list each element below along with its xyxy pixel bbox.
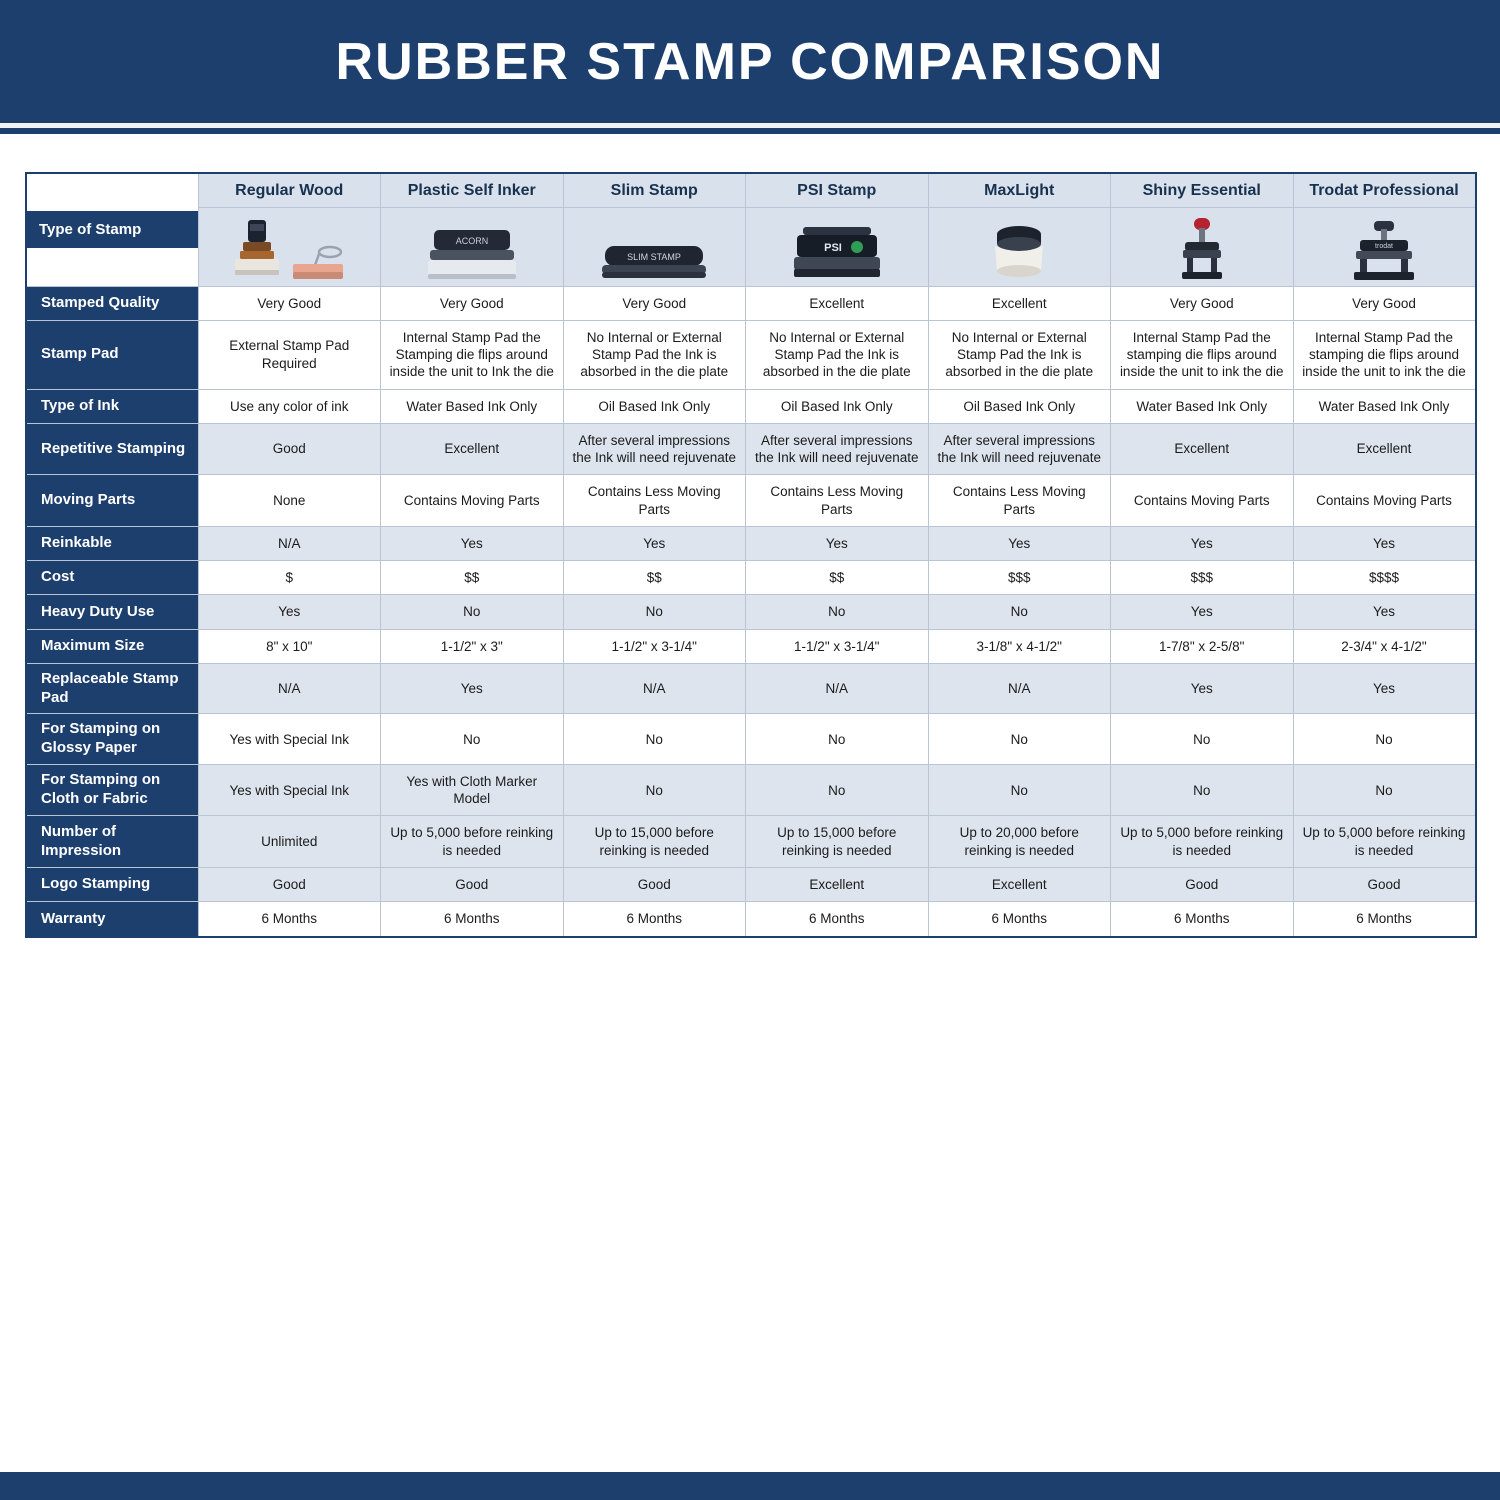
svg-text:SLIM STAMP: SLIM STAMP (627, 251, 682, 262)
row-label-maximum-size: Maximum Size (26, 629, 198, 663)
svg-text:ACORN: ACORN (455, 235, 489, 246)
row-label-reinkable: Reinkable (26, 526, 198, 560)
cell: $$$ (928, 561, 1111, 595)
cell: Yes (381, 526, 564, 560)
cell: No (928, 714, 1111, 765)
cell: 1-1/2" x 3" (381, 629, 564, 663)
cell: Yes (1111, 595, 1294, 629)
cell: Yes (1293, 663, 1476, 714)
cell: $$$ (1111, 561, 1294, 595)
cell: Use any color of ink (198, 389, 381, 423)
cell: N/A (563, 663, 746, 714)
cell: Yes (381, 663, 564, 714)
cell: Yes (1111, 663, 1294, 714)
cell: No (563, 764, 746, 816)
cell: Oil Based Ink Only (746, 389, 929, 423)
row-label-stamped-quality: Stamped Quality (26, 286, 198, 320)
table-container (0, 134, 1500, 938)
column-header-plastic-self-inker: Plastic Self Inker (381, 173, 564, 207)
cell: Yes (1293, 595, 1476, 629)
cell: No (563, 595, 746, 629)
cell: Yes (746, 526, 929, 560)
cell: No (1293, 714, 1476, 765)
table-row (26, 561, 1476, 595)
svg-text:trodat: trodat (1375, 242, 1393, 250)
cell: Up to 5,000 before reinking is needed (1293, 816, 1476, 868)
table-row (26, 320, 1476, 389)
cell: Up to 15,000 before reinking is needed (746, 816, 929, 868)
cell: N/A (746, 663, 929, 714)
product-image-row (26, 207, 1476, 286)
cell: N/A (198, 526, 381, 560)
cell: Yes (1293, 526, 1476, 560)
cell: Excellent (1111, 423, 1294, 475)
row-label-type-of-ink: Type of Ink (26, 389, 198, 423)
cell: No (381, 595, 564, 629)
column-header-trodat-professional: Trodat Professional (1293, 173, 1476, 207)
cell: Internal Stamp Pad the stamping die flips around inside the unit to ink the die (1293, 320, 1476, 389)
cell: Excellent (1293, 423, 1476, 475)
cell: No (1111, 764, 1294, 816)
cell: No Internal or External Stamp Pad the Ink is absorbed in the die plate (928, 320, 1111, 389)
row-label-repetitive-stamping: Repetitive Stamping (26, 423, 198, 475)
cell: $$ (563, 561, 746, 595)
cell: Excellent (381, 423, 564, 475)
cell: Oil Based Ink Only (928, 389, 1111, 423)
cell: Contains Less Moving Parts (746, 475, 929, 527)
row-label-moving-parts: Moving Parts (26, 475, 198, 527)
comparison-table (25, 172, 1477, 938)
cell: $ (198, 561, 381, 595)
cell: Good (381, 868, 564, 902)
product-header-row (26, 173, 1476, 207)
cell: Oil Based Ink Only (563, 389, 746, 423)
cell: Excellent (746, 286, 929, 320)
column-header-regular-wood: Regular Wood (198, 173, 381, 207)
product-image-slim-stamp (563, 207, 746, 286)
cell: None (198, 475, 381, 527)
cell: Unlimited (198, 816, 381, 868)
cell: External Stamp Pad Required (198, 320, 381, 389)
table-row (26, 868, 1476, 902)
corner-cell (26, 173, 198, 286)
cell: Contains Less Moving Parts (563, 475, 746, 527)
cell: 2-3/4" x 4-1/2" (1293, 629, 1476, 663)
cell: $$ (381, 561, 564, 595)
cell: Yes (1111, 526, 1294, 560)
cell: 1-1/2" x 3-1/4" (563, 629, 746, 663)
cell: Very Good (198, 286, 381, 320)
cell: No (381, 714, 564, 765)
cell: After several impressions the Ink will need rejuvenate (563, 423, 746, 475)
page-title: RUBBER STAMP COMPARISON (335, 32, 1165, 91)
product-image-shiny-essential (1111, 207, 1294, 286)
cell: 6 Months (928, 902, 1111, 937)
cell: 1-7/8" x 2-5/8" (1111, 629, 1294, 663)
cell: Internal Stamp Pad the stamping die flips around inside the unit to ink the die (1111, 320, 1294, 389)
product-image-plastic-self-inker (381, 207, 564, 286)
slim-stamp-icon (599, 240, 709, 282)
cell: Up to 20,000 before reinking is needed (928, 816, 1111, 868)
cell: No (746, 595, 929, 629)
cell: 6 Months (746, 902, 929, 937)
cell: Yes with Cloth Marker Model (381, 764, 564, 816)
cell: Water Based Ink Only (381, 389, 564, 423)
row-label-stamp-pad: Stamp Pad (26, 320, 198, 389)
cell: 8" x 10" (198, 629, 381, 663)
table-row (26, 663, 1476, 714)
table-row (26, 286, 1476, 320)
cell: Up to 15,000 before reinking is needed (563, 816, 746, 868)
cell: Very Good (1111, 286, 1294, 320)
row-label-cost: Cost (26, 561, 198, 595)
cell: Up to 5,000 before reinking is needed (1111, 816, 1294, 868)
cell: Excellent (928, 286, 1111, 320)
cell: No (928, 595, 1111, 629)
table-row (26, 816, 1476, 868)
table-row (26, 714, 1476, 765)
cell: Water Based Ink Only (1111, 389, 1294, 423)
page-footer (0, 1472, 1500, 1500)
cell: No (746, 764, 929, 816)
cell: 6 Months (1293, 902, 1476, 937)
cell: No (928, 764, 1111, 816)
cell: No Internal or External Stamp Pad the Ink is absorbed in the die plate (563, 320, 746, 389)
cell: 1-1/2" x 3-1/4" (746, 629, 929, 663)
cell: Yes (198, 595, 381, 629)
cell: 6 Months (1111, 902, 1294, 937)
type-of-stamp-label: Type of Stamp (39, 221, 142, 239)
cell: 3-1/8" x 4-1/2" (928, 629, 1111, 663)
cell: $$$$ (1293, 561, 1476, 595)
cell: No (563, 714, 746, 765)
row-label-warranty: Warranty (26, 902, 198, 937)
cell: Good (1293, 868, 1476, 902)
cell: Very Good (381, 286, 564, 320)
row-label-heavy-duty-use: Heavy Duty Use (26, 595, 198, 629)
cell: Good (198, 868, 381, 902)
trodat-professional-stamp-icon (1348, 220, 1420, 282)
cell: Yes with Special Ink (198, 714, 381, 765)
row-label-cloth-or-fabric: For Stamping on Cloth or Fabric (26, 764, 198, 816)
row-label-number-of-impression: Number of Impression (26, 816, 198, 868)
plastic-self-inker-icon (424, 226, 520, 282)
cell: After several impressions the Ink will need rejuvenate (928, 423, 1111, 475)
product-image-trodat-professional (1293, 207, 1476, 286)
table-row (26, 595, 1476, 629)
cell: Yes with Special Ink (198, 764, 381, 816)
cell: Good (198, 423, 381, 475)
cell: N/A (198, 663, 381, 714)
product-image-maxlight (928, 207, 1111, 286)
cell: N/A (928, 663, 1111, 714)
maxlight-stamp-icon (986, 224, 1052, 282)
cell: Water Based Ink Only (1293, 389, 1476, 423)
table-row (26, 629, 1476, 663)
column-header-shiny-essential: Shiny Essential (1111, 173, 1294, 207)
shiny-essential-stamp-icon (1178, 216, 1226, 282)
cell: Internal Stamp Pad the Stamping die flips around inside the unit to Ink the die (381, 320, 564, 389)
product-image-psi-stamp (746, 207, 929, 286)
row-label-replaceable-stamp-pad: Replaceable Stamp Pad (26, 663, 198, 714)
row-label-glossy-paper: For Stamping on Glossy Paper (26, 714, 198, 765)
cell: After several impressions the Ink will need rejuvenate (746, 423, 929, 475)
svg-text:PSI: PSI (823, 241, 842, 254)
table-row (26, 475, 1476, 527)
cell: Contains Moving Parts (1293, 475, 1476, 527)
row-label-logo-stamping: Logo Stamping (26, 868, 198, 902)
wood-stamp-icon (230, 218, 284, 282)
cell: Up to 5,000 before reinking is needed (381, 816, 564, 868)
cell: 6 Months (563, 902, 746, 937)
product-image-regular-wood (198, 207, 381, 286)
table-row (26, 389, 1476, 423)
cell: Yes (563, 526, 746, 560)
stamp-pad-icon (290, 242, 348, 282)
cell: Contains Less Moving Parts (928, 475, 1111, 527)
cell: No (1111, 714, 1294, 765)
cell: Good (1111, 868, 1294, 902)
cell: Excellent (928, 868, 1111, 902)
cell: Yes (928, 526, 1111, 560)
cell: Good (563, 868, 746, 902)
cell: No (746, 714, 929, 765)
cell: No Internal or External Stamp Pad the Ink is absorbed in the die plate (746, 320, 929, 389)
table-row (26, 764, 1476, 816)
column-header-psi-stamp: PSI Stamp (746, 173, 929, 207)
page-header (0, 0, 1500, 128)
cell: Very Good (563, 286, 746, 320)
table-row (26, 902, 1476, 937)
cell: No (1293, 764, 1476, 816)
cell: Contains Moving Parts (1111, 475, 1294, 527)
column-header-slim-stamp: Slim Stamp (563, 173, 746, 207)
cell: 6 Months (198, 902, 381, 937)
cell: $$ (746, 561, 929, 595)
table-row (26, 423, 1476, 475)
cell: 6 Months (381, 902, 564, 937)
column-header-maxlight: MaxLight (928, 173, 1111, 207)
cell: Excellent (746, 868, 929, 902)
cell: Contains Moving Parts (381, 475, 564, 527)
cell: Very Good (1293, 286, 1476, 320)
psi-stamp-icon (789, 224, 885, 282)
table-row (26, 526, 1476, 560)
